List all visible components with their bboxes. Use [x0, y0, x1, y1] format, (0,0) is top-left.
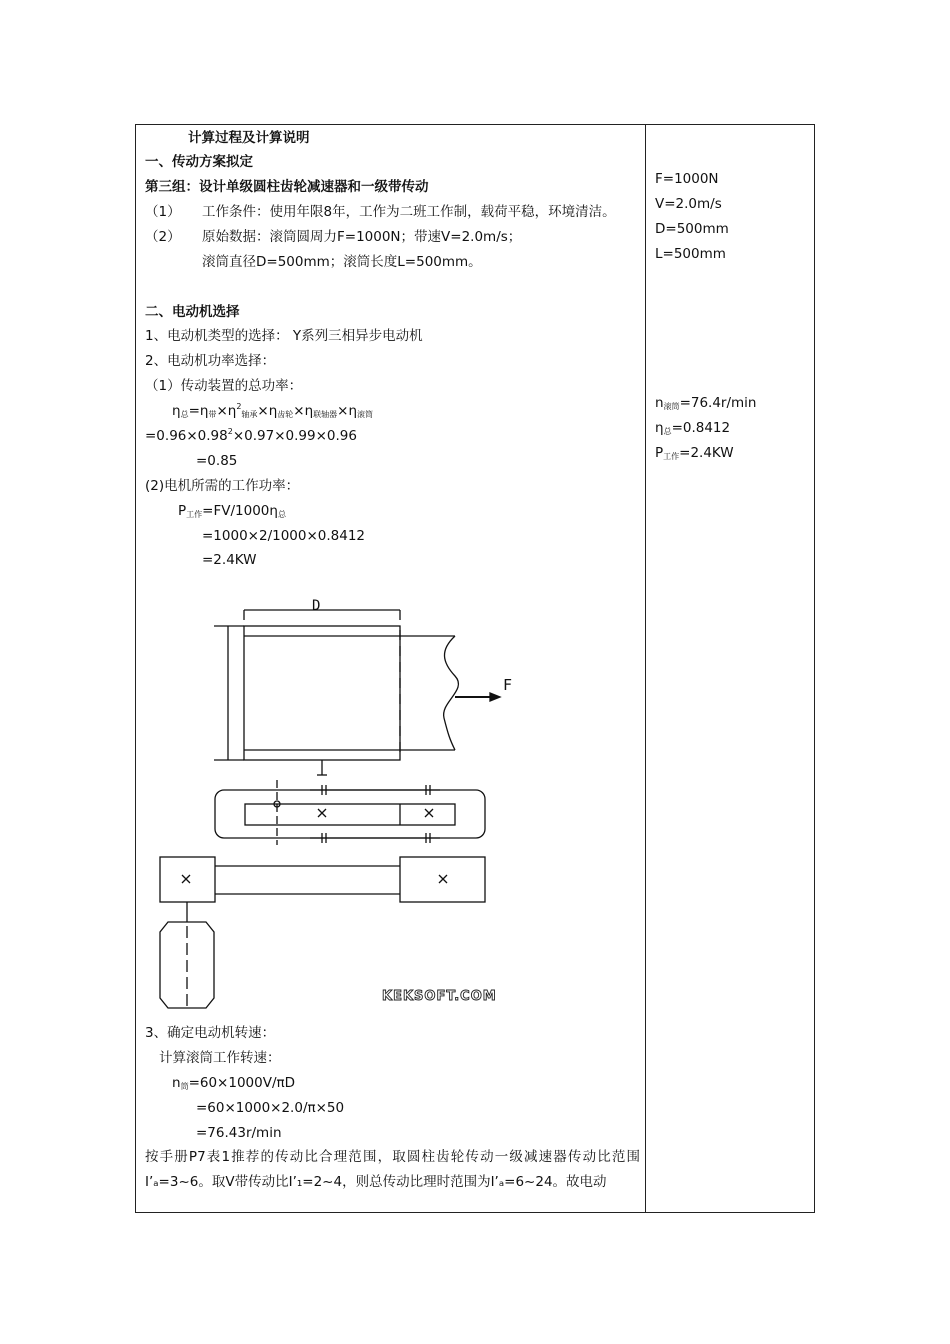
gearbox-drawing [215, 780, 485, 845]
value-length: L=500mm [655, 246, 726, 262]
drum-speed-calc: =60×1000×2.0/π×50 [196, 1100, 345, 1116]
drum-speed-formula: n筒=60×1000V/πD [172, 1075, 296, 1091]
item-1-text: 工作条件：使用年限8年，工作为二班工作制，载荷平稳，环境清洁。 [202, 204, 616, 220]
efficiency-values: $=0.96\times 0.98^2\times 0.97\times 0.99\times 0.96$ [145, 427, 357, 444]
work-power-result: =2.4KW [202, 552, 257, 568]
group-title: 第三组：设计单级圆柱齿轮减速器和一级带传动 [145, 179, 429, 195]
value-speed: V=2.0m/s [655, 196, 722, 212]
watermark: KEKSOFT.COM [382, 989, 497, 1004]
drum-speed-result: =76.43r/min [196, 1125, 282, 1141]
drum-speed-title: 计算滚筒工作转速： [159, 1050, 281, 1066]
value-work-power: P工作=2.4KW [655, 445, 734, 461]
value-force: F=1000N [655, 171, 719, 187]
column-heading: 计算过程及计算说明 [188, 130, 310, 146]
value-drum-speed: n滚筒=76.4r/min [655, 395, 757, 411]
item-2-text-cont: 滚筒直径D=500mm；滚筒长度L=500mm。 [202, 254, 482, 270]
belt-drive-drawing [160, 857, 485, 902]
work-power-title: (2)电机所需的工作功率： [145, 478, 300, 494]
value-efficiency: η总=0.8412 [655, 420, 731, 436]
label-f: F [503, 676, 513, 694]
section-2-title: 二、电动机选择 [145, 304, 240, 320]
item-2-number: （2） [145, 229, 181, 245]
ratio-paragraph: 按手册P7表1推荐的传动比合理范围，取圆柱齿轮传动一级减速器传动比范围I’ₐ=3~6。取V带传动比I’₁=2~4，则总传动比理时范围为I’ₐ=6~24。故电动 [145, 1149, 640, 1190]
motor-drawing [160, 902, 214, 1008]
drum-drawing [214, 598, 512, 775]
work-power-formula: P工作=FV/1000η总 [178, 503, 286, 519]
efficiency-formula: η总=η带$\times\eta^2$轴承×η齿轮×η联轴器×η滚筒 [172, 402, 374, 419]
motor-type: 1、电动机类型的选择： Y系列三相异步电动机 [145, 328, 423, 344]
section-1-title: 一、传动方案拟定 [145, 154, 253, 170]
item-2-text: 原始数据：滚筒圆周力F=1000N；带速V=2.0m/s； [202, 229, 522, 245]
efficiency-title: （1）传动装置的总功率： [145, 378, 303, 394]
motor-speed-title: 3、确定电动机转速： [145, 1025, 276, 1041]
transmission-diagram [150, 590, 530, 1010]
value-diameter: D=500mm [655, 221, 729, 237]
work-power-calc: =1000×2/1000×0.8412 [202, 528, 366, 544]
column-divider [645, 124, 646, 1213]
item-1-number: （1） [145, 204, 181, 220]
efficiency-result: =0.85 [196, 453, 238, 469]
motor-power-title: 2、电动机功率选择： [145, 353, 276, 369]
label-d: D [312, 598, 321, 614]
